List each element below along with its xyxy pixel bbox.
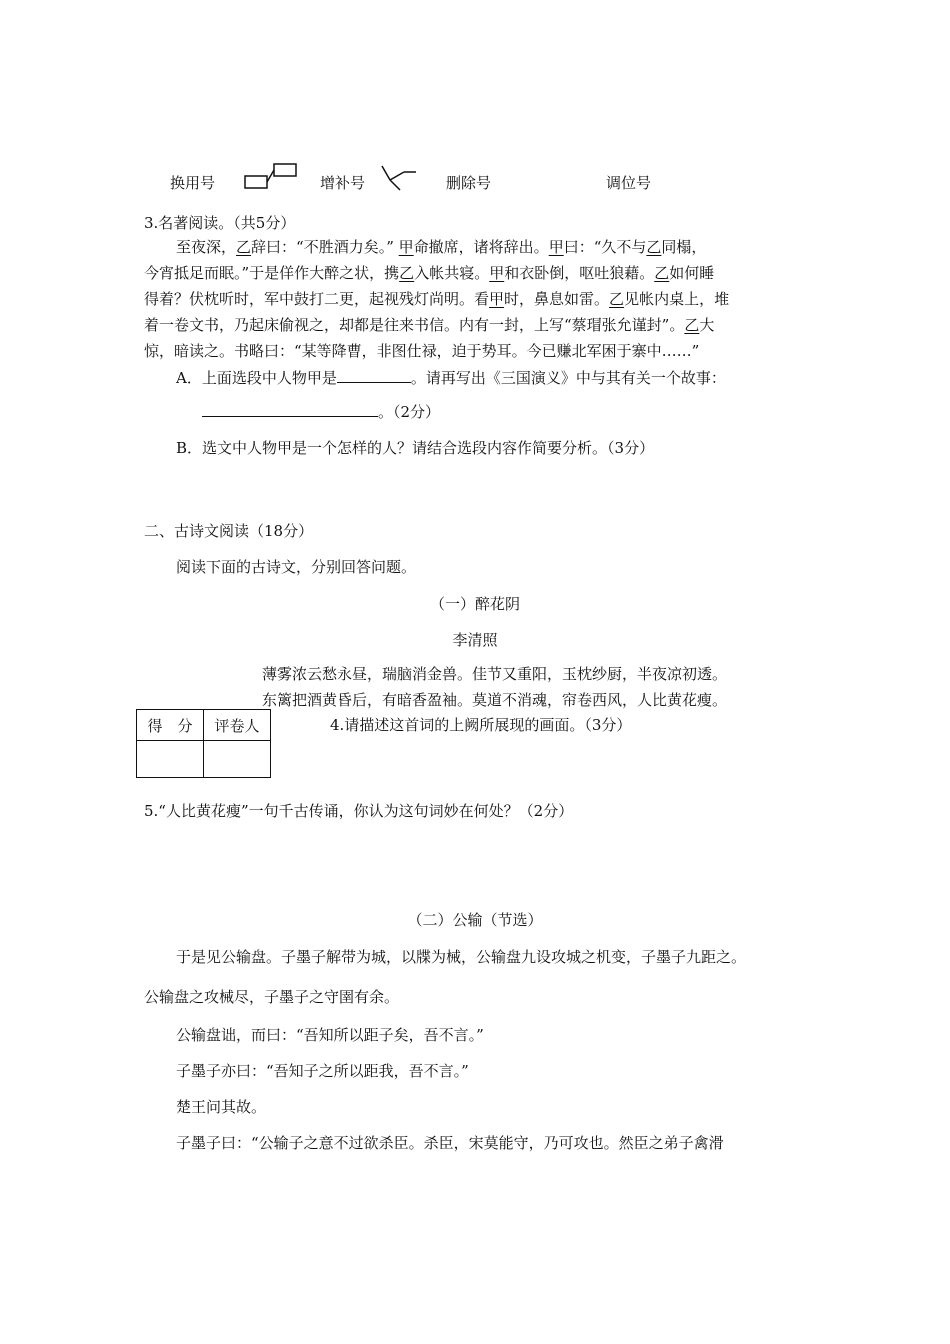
role-mark-yi: 乙 bbox=[609, 290, 625, 308]
role-mark-yi: 乙 bbox=[684, 316, 700, 334]
prose-line-4: 子墨子亦曰：“吾知子之所以距我，吾不言。” bbox=[176, 1062, 469, 1080]
q3-passage-line-2: 今宵抵足而眠。”于是佯作大醉之状，携乙入帐共寝。甲和衣卧倒，呕吐狼藉。乙如何睡 bbox=[144, 264, 715, 282]
insert-mark-icon bbox=[376, 162, 420, 192]
role-mark-jia: 甲 bbox=[489, 264, 505, 282]
score-cell[interactable] bbox=[137, 741, 204, 778]
role-mark-jia: 甲 bbox=[489, 290, 505, 308]
q3-passage-line-3: 得着？伏枕听时，军中鼓打二更，起视残灯尚明。看甲时，鼻息如雷。乙见帐内桌上，堆 bbox=[144, 290, 730, 308]
prose-line-1: 于是见公输盘。子墨子解带为城，以牒为械，公输盘九设攻城之机变，子墨子九距之。 bbox=[176, 948, 747, 966]
role-mark-jia: 甲 bbox=[548, 238, 564, 256]
prose-title: （二）公输（节选） bbox=[407, 911, 543, 929]
score-table bbox=[136, 709, 271, 778]
prose-line-6: 子墨子曰：“公输子之意不过欲杀臣。杀臣，宋莫能守，乃可攻也。然臣之弟子禽滑 bbox=[176, 1134, 724, 1152]
q3-question-b: B．选文中人物甲是一个怎样的人？请结合选段内容作简要分析。（3分） bbox=[176, 439, 655, 457]
q3-passage-line-4: 着一卷文书，乃起床偷视之，却都是往来书信。内有一封，上写“蔡瑁张允谨封”。乙大 bbox=[144, 316, 715, 334]
replace-mark-icon bbox=[244, 162, 298, 190]
role-mark-jia: 甲 bbox=[398, 238, 414, 256]
poem-title: （一）醉花阴 bbox=[429, 595, 520, 613]
role-mark-yi: 乙 bbox=[399, 264, 415, 282]
q3-question-a-cont: 。（2分） bbox=[202, 400, 440, 422]
q3-passage-line-1: 至夜深，乙辞曰：“不胜酒力矣。” 甲命撤席，诸将辞出。甲曰：“久不与乙同榻， bbox=[176, 238, 707, 256]
q3-passage-line-5: 惊，暗读之。书略曰：“某等降曹，非图仕禄，迫于势耳。今已赚北军困于寨中……” bbox=[144, 342, 700, 360]
section2-heading: 二、古诗文阅读（18分） bbox=[144, 522, 314, 540]
answer-blank[interactable] bbox=[337, 366, 411, 383]
prose-line-3: 公输盘诎，而曰：“吾知所以距子矣，吾不言。” bbox=[176, 1026, 484, 1044]
q4: 4.请描述这首词的上阙所展现的画面。（3分） bbox=[330, 716, 632, 734]
prose-line-2: 公输盘之攻械尽，子墨子之守圉有余。 bbox=[144, 988, 400, 1006]
q3-heading: 3.名著阅读。（共5分） bbox=[144, 214, 296, 232]
insert-mark-label: 增补号 bbox=[320, 174, 366, 192]
delete-mark-label: 删除号 bbox=[446, 174, 492, 192]
prose-line-5: 楚王问其故。 bbox=[176, 1098, 267, 1116]
q5: 5.“人比黄花瘦”一句千古传诵，你认为这句词妙在何处？（2分） bbox=[144, 802, 574, 820]
role-mark-yi: 乙 bbox=[646, 238, 662, 256]
poem-author: 李清照 bbox=[452, 631, 498, 649]
transpose-mark-label: 调位号 bbox=[606, 174, 652, 192]
grader-header: 评卷人 bbox=[204, 710, 271, 741]
role-mark-yi: 乙 bbox=[236, 238, 252, 256]
q3-question-a: A．上面选段中人物甲是 。请再写出《三国演义》中与其有关一个故事： bbox=[176, 366, 726, 388]
poem-line-2: 东篱把酒黄昏后，有暗香盈袖。莫道不消魂，帘卷西风，人比黄花瘦。 bbox=[262, 691, 728, 709]
role-mark-yi: 乙 bbox=[654, 264, 670, 282]
replace-mark-label: 换用号 bbox=[170, 174, 216, 192]
poem-line-1: 薄雾浓云愁永昼，瑞脑消金兽。佳节又重阳，玉枕纱厨，半夜凉初透。 bbox=[262, 665, 728, 683]
answer-blank[interactable] bbox=[202, 400, 378, 417]
section2-intro: 阅读下面的古诗文，分别回答问题。 bbox=[176, 558, 417, 576]
score-header: 得 分 bbox=[137, 710, 204, 741]
grader-cell[interactable] bbox=[204, 741, 271, 778]
